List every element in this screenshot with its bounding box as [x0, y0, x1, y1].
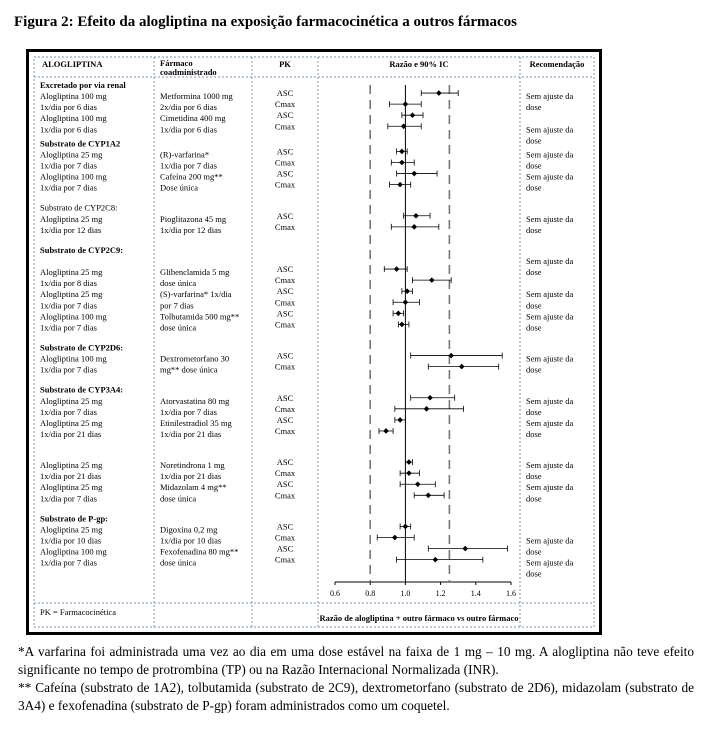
row-recommendation-text: Sem ajuste da: [526, 535, 574, 546]
row-alogliptina-text: Alogliptina 25 mg: [40, 289, 103, 300]
row-pk-text: Cmax: [274, 361, 296, 372]
ratio-point: [397, 417, 403, 423]
footnotes: [18, 643, 694, 715]
row-pk-text: ASC: [276, 168, 294, 179]
row-drug-text: 1x/dia por 6 dias: [160, 124, 217, 135]
ratio-point: [413, 213, 419, 219]
row-drug-text: 1x/dia por 7 dias: [160, 406, 217, 417]
row-recommendation-text: Sem ajuste da: [526, 171, 574, 182]
row-recommendation-text: Sem ajuste da: [526, 557, 574, 568]
group-header: Substrato de CYP2C9:: [40, 244, 124, 255]
row-alogliptina-text: 1x/dia por 7 dias: [40, 182, 97, 193]
ratio-point: [429, 277, 435, 283]
row-alogliptina-text: Alogliptina 25 mg: [40, 524, 103, 535]
ratio-point: [410, 112, 416, 118]
row-pk-text: ASC: [276, 414, 294, 425]
row-recommendation-text: dose: [526, 471, 542, 482]
row-alogliptina-text: Alogliptina 100 mg: [40, 113, 107, 124]
header-farmaco: Fármaco: [160, 58, 193, 68]
row-alogliptina-text: 1x/dia por 7 dias: [40, 364, 97, 375]
row-alogliptina-text: Alogliptina 25 mg: [40, 395, 103, 406]
row-drug-text: por 7 dias: [160, 300, 194, 311]
ratio-point: [411, 224, 417, 230]
row-drug-text: Pioglitazona 45 mg: [160, 213, 227, 224]
row-alogliptina-text: 1x/dia por 10 dias: [40, 535, 102, 546]
row-pk-text: Cmax: [274, 425, 296, 436]
row-alogliptina-text: Alogliptina 100 mg: [40, 91, 107, 102]
row-pk-text: ASC: [276, 286, 294, 297]
row-alogliptina-text: 1x/dia por 7 dias: [40, 160, 97, 171]
row-recommendation-text: dose: [526, 406, 542, 417]
row-recommendation-text: Sem ajuste da: [526, 482, 574, 493]
row-drug-text: 1x/dia por 7 dias: [160, 160, 217, 171]
row-alogliptina-text: 1x/dia por 7 dias: [40, 300, 97, 311]
row-alogliptina-text: Alogliptina 25 mg: [40, 460, 103, 471]
ratio-point: [436, 90, 442, 96]
row-pk-text: ASC: [276, 350, 294, 361]
row-recommendation-text: dose: [526, 135, 542, 146]
group-header: Substrato de CYP1A2: [40, 138, 121, 149]
row-recommendation-text: Sem ajuste da: [526, 255, 574, 266]
x-tick-label: 0.8: [365, 589, 376, 598]
row-pk-text: ASC: [276, 543, 294, 554]
row-pk-text: ASC: [276, 521, 294, 532]
row-drug-text: Cimetidina 400 mg: [160, 113, 226, 124]
row-drug-text: Atorvastatina 80 mg: [160, 395, 230, 406]
row-pk-text: Cmax: [274, 532, 296, 543]
row-pk-text: Cmax: [274, 319, 296, 330]
row-alogliptina-text: Alogliptina 25 mg: [40, 482, 103, 493]
row-alogliptina-text: Alogliptina 25 mg: [40, 149, 103, 160]
row-pk-text: Cmax: [274, 490, 296, 501]
x-tick-label: 1.4: [470, 589, 481, 598]
group-header: Substrato de CYP2D6:: [40, 342, 124, 353]
row-pk-text: Cmax: [274, 297, 296, 308]
row-recommendation-text: dose: [526, 267, 542, 278]
ratio-point: [397, 182, 403, 188]
forest-plot-area: [330, 85, 516, 598]
row-drug-text: Fexofenadina 80 mg**: [160, 546, 239, 557]
row-alogliptina-text: 1x/dia por 6 dias: [40, 102, 97, 113]
group-header: Substrato de CYP2C8:: [40, 202, 118, 213]
ratio-point: [403, 524, 409, 530]
ratio-point: [399, 160, 405, 166]
row-recommendation-text: dose: [526, 493, 542, 504]
row-drug-text: Tolbutamida 500 mg**: [160, 311, 240, 322]
row-recommendation-text: dose: [526, 428, 542, 439]
row-drug-text: 1x/dia por 12 dias: [160, 224, 222, 235]
row-pk-text: Cmax: [274, 468, 296, 479]
ratio-point: [399, 149, 405, 155]
row-recommendation-text: Sem ajuste da: [526, 289, 574, 300]
row-recommendation-text: Sem ajuste da: [526, 124, 574, 135]
row-recommendation-text: Sem ajuste da: [526, 213, 574, 224]
footnote-coquetel: ** Cafeína (substrato de 1A2), tolbutamida (substrato de 2C9), dextrometorfano (substrato de 2D6), midazolam (substrato de 3A4) e fexofenadina (substrato de P-gp) foram administrados como um coquetel.: [18, 680, 694, 713]
row-pk-text: ASC: [276, 146, 294, 157]
x-tick-label: 1.2: [435, 589, 446, 598]
ratio-point: [406, 470, 412, 476]
footnote-varfarina: *A varfarina foi administrada uma vez ao dia em uma dose estável na faixa de 1 mg – 10 mg. A alogliptina não teve efeito significante no tempo de protrombina (TP) ou na Razão Internacional Normalizada (INR).: [18, 644, 694, 677]
x-tick-label: 1.0: [400, 589, 411, 598]
table-rows: [40, 80, 573, 579]
ratio-point: [406, 459, 412, 465]
row-pk-text: ASC: [276, 88, 294, 99]
row-drug-text: mg** dose única: [160, 364, 218, 375]
ratio-point: [459, 364, 465, 370]
row-alogliptina-text: Alogliptina 100 mg: [40, 353, 107, 364]
row-recommendation-text: dose: [526, 364, 542, 375]
ratio-point: [403, 299, 409, 305]
row-pk-text: ASC: [276, 110, 294, 121]
row-alogliptina-text: Alogliptina 100 mg: [40, 171, 107, 182]
ratio-point: [415, 481, 421, 487]
row-drug-text: Dextrometorfano 30: [160, 353, 230, 364]
row-alogliptina-text: Alogliptina 25 mg: [40, 213, 103, 224]
row-recommendation-text: dose: [526, 224, 542, 235]
x-axis-caption: Razão de alogliptina + outro fármaco vs outro fármaco: [319, 613, 519, 623]
row-alogliptina-text: 1x/dia por 21 dias: [40, 471, 102, 482]
row-recommendation-text: dose: [526, 568, 542, 579]
row-drug-text: Midazolam 4 mg**: [160, 482, 227, 493]
ratio-point: [383, 428, 389, 434]
row-pk-text: ASC: [276, 479, 294, 490]
row-pk-text: ASC: [276, 308, 294, 319]
ratio-point: [399, 322, 405, 328]
ratio-point: [403, 101, 409, 107]
row-pk-text: ASC: [276, 457, 294, 468]
ratio-point: [424, 406, 430, 412]
row-pk-text: Cmax: [274, 121, 296, 132]
row-alogliptina-text: 1x/dia por 7 dias: [40, 493, 97, 504]
row-pk-text: ASC: [276, 210, 294, 221]
row-recommendation-text: dose: [526, 102, 542, 113]
row-alogliptina-text: 1x/dia por 21 dias: [40, 428, 102, 439]
header-alogliptina: ALOGLIPTINA: [42, 59, 103, 69]
row-alogliptina-text: Alogliptina 25 mg: [40, 267, 103, 278]
row-alogliptina-text: 1x/dia por 12 dias: [40, 224, 102, 235]
row-recommendation-text: dose: [526, 160, 542, 171]
x-tick-label: 0.6: [330, 589, 340, 598]
row-drug-text: dose única: [160, 278, 197, 289]
row-drug-text: (S)-varfarina* 1x/dia: [160, 289, 232, 300]
row-recommendation-text: dose: [526, 546, 542, 557]
row-drug-text: 1x/dia por 21 dias: [160, 471, 222, 482]
table-headers: [42, 58, 584, 77]
figure-title: Figura 2: Efeito da alogliptina na exposição farmacocinética a outros fármacos: [14, 14, 517, 30]
row-recommendation-text: Sem ajuste da: [526, 395, 574, 406]
ratio-point: [462, 546, 468, 552]
row-recommendation-text: Sem ajuste da: [526, 417, 574, 428]
forest-plot-table: [32, 55, 596, 629]
row-pk-text: Cmax: [274, 221, 296, 232]
row-recommendation-text: Sem ajuste da: [526, 353, 574, 364]
row-recommendation-text: dose: [526, 322, 542, 333]
ratio-point: [411, 171, 417, 177]
row-pk-text: Cmax: [274, 157, 296, 168]
row-pk-text: Cmax: [274, 403, 296, 414]
row-alogliptina-text: Alogliptina 100 mg: [40, 311, 107, 322]
row-recommendation-text: Sem ajuste da: [526, 460, 574, 471]
row-pk-text: Cmax: [274, 99, 296, 110]
row-drug-text: 1x/dia por 21 dias: [160, 428, 222, 439]
row-alogliptina-text: 1x/dia por 7 dias: [40, 406, 97, 417]
ratio-point: [394, 266, 400, 272]
row-pk-text: ASC: [276, 392, 294, 403]
row-drug-text: 1x/dia por 10 dias: [160, 535, 222, 546]
row-alogliptina-text: 1x/dia por 8 dias: [40, 278, 97, 289]
row-recommendation-text: Sem ajuste da: [526, 149, 574, 160]
ratio-point: [433, 557, 439, 563]
header-recomendacao: Recomendação: [529, 59, 585, 69]
row-alogliptina-text: 1x/dia por 7 dias: [40, 322, 97, 333]
ratio-point: [425, 493, 431, 499]
row-drug-text: dose única: [160, 493, 197, 504]
table-footer: [40, 607, 519, 623]
row-drug-text: (R)-varfarina*: [160, 149, 210, 160]
row-drug-text: Etinilestradiol 35 mg: [160, 417, 232, 428]
group-header: Substrato de P-gp:: [40, 513, 109, 524]
row-alogliptina-text: Alogliptina 100 mg: [40, 546, 107, 557]
footer-pk-note: PK = Farmacocinética: [40, 607, 117, 617]
row-pk-text: ASC: [276, 264, 294, 275]
row-recommendation-text: dose: [526, 300, 542, 311]
row-drug-text: Metformina 1000 mg: [160, 91, 233, 102]
ratio-point: [396, 311, 402, 317]
ratio-point: [427, 395, 433, 401]
group-header: Substrato de CYP3A4:: [40, 384, 124, 395]
header-coadministrado: coadministrado: [160, 67, 217, 77]
row-recommendation-text: Sem ajuste da: [526, 311, 574, 322]
row-pk-text: Cmax: [274, 275, 296, 286]
header-pk: PK: [279, 59, 291, 69]
row-pk-text: Cmax: [274, 179, 296, 190]
row-alogliptina-text: 1x/dia por 7 dias: [40, 557, 97, 568]
header-razao: Razão e 90% IC: [389, 59, 449, 69]
row-recommendation-text: Sem ajuste da: [526, 91, 574, 102]
x-tick-label: 1.6: [506, 589, 516, 598]
row-drug-text: dose única: [160, 322, 197, 333]
row-drug-text: Cafeína 200 mg**: [160, 171, 223, 182]
ratio-point: [392, 535, 398, 541]
row-drug-text: Glibenclamida 5 mg: [160, 267, 230, 278]
row-recommendation-text: dose: [526, 182, 542, 193]
row-drug-text: Dose única: [160, 182, 199, 193]
row-drug-text: Noretindrona 1 mg: [160, 460, 225, 471]
row-drug-text: Digoxina 0,2 mg: [160, 524, 218, 535]
row-drug-text: dose única: [160, 557, 197, 568]
row-drug-text: 2x/dia por 6 dias: [160, 102, 217, 113]
row-pk-text: Cmax: [274, 554, 296, 565]
group-header: Excretado por via renal: [40, 80, 126, 90]
row-alogliptina-text: Alogliptina 25 mg: [40, 417, 103, 428]
row-alogliptina-text: 1x/dia por 6 dias: [40, 124, 97, 135]
